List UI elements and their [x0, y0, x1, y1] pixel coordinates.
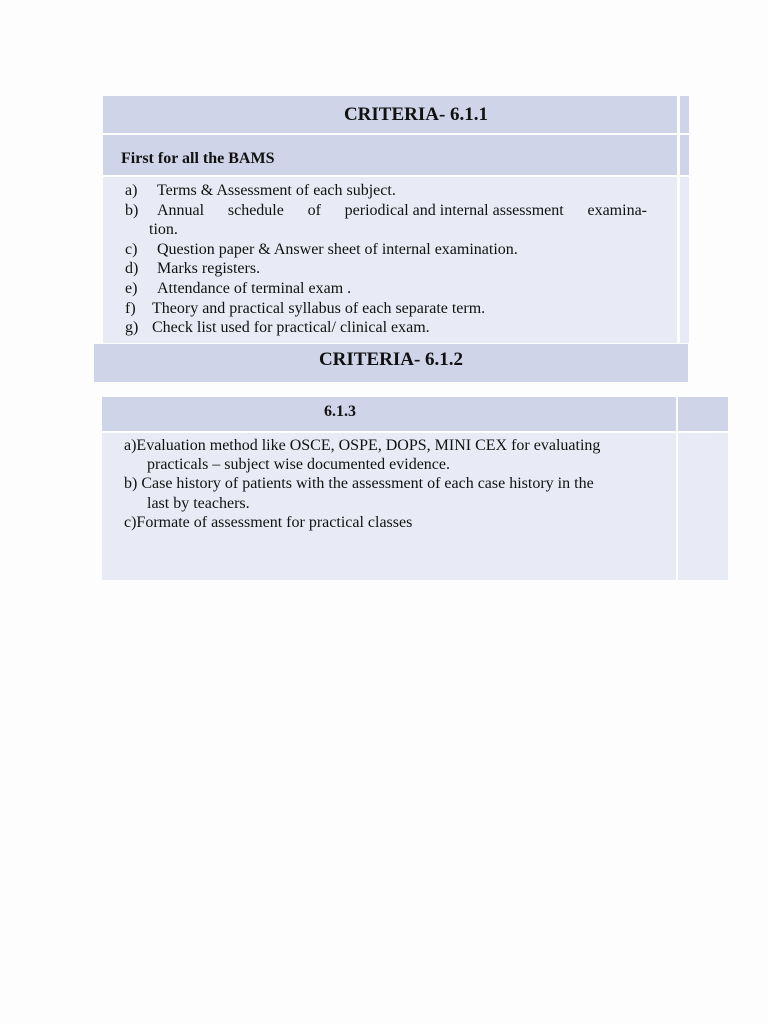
table-cell — [680, 96, 689, 135]
table-cell — [680, 135, 689, 177]
list-marker: a) — [125, 182, 138, 199]
criteria-613-title: 6.1.3 — [324, 403, 356, 420]
list-item — [125, 279, 677, 299]
list-item-word: periodical and internal assessment — [344, 201, 564, 219]
list-marker: d) — [125, 260, 139, 278]
criteria-611-table — [103, 96, 689, 343]
criteria-611-title: CRITERIA- 6.1.1 — [343, 103, 489, 125]
list-item-continuation: practicals – subject wise documented evidence. — [147, 456, 450, 474]
list-item-word: schedule — [227, 201, 284, 219]
list-item — [125, 181, 677, 201]
list-marker: c) — [125, 240, 138, 258]
criteria-611-list — [103, 177, 677, 343]
criteria-612-header — [94, 344, 688, 382]
list-marker: b) — [125, 201, 139, 219]
criteria-611-side-column — [680, 96, 689, 343]
list-item — [125, 259, 677, 279]
criteria-613-table — [102, 397, 728, 580]
criteria-611-main-column — [103, 96, 679, 343]
list-item: c)Formate of assessment for practical classes — [124, 513, 413, 531]
list-marker: f) — [125, 299, 136, 317]
table-cell — [680, 177, 689, 343]
list-item-text — [157, 201, 647, 221]
list-item-text: Check list used for practical/ clinical exam. — [152, 319, 430, 337]
list-item-continuation: last by teachers. — [147, 494, 250, 512]
list-item-continuation: tion. — [149, 221, 178, 239]
list-item-word: examina- — [587, 201, 647, 219]
list-item — [125, 240, 677, 260]
criteria-613-header — [102, 397, 676, 431]
list-item-word: of — [307, 201, 321, 219]
list-item-text: Theory and practical syllabus of each separate term. — [152, 299, 486, 317]
criteria-613-body — [102, 433, 676, 580]
criteria-611-header — [103, 96, 677, 135]
criteria-611-subheader — [103, 135, 677, 177]
table-cell — [678, 433, 728, 580]
list-item-text: Marks registers. — [157, 260, 261, 278]
list-item-text: Question paper & Answer sheet of internal examination. — [157, 240, 518, 258]
list-marker: e) — [125, 279, 138, 297]
list-item — [125, 201, 677, 221]
criteria-611-subtitle: First for all the BAMS — [121, 150, 275, 167]
list-item: a)Evaluation method like OSCE, OSPE, DOPS, MINI CEX for evaluating — [124, 437, 601, 454]
list-item: b) Case history of patients with the assessment of each case history in the — [124, 475, 594, 493]
list-item-text: Attendance of terminal exam . — [157, 279, 352, 297]
list-marker: g) — [125, 319, 139, 337]
list-item — [125, 299, 677, 319]
list-item — [125, 318, 677, 338]
list-item-word: Annual — [157, 201, 205, 219]
list-item-text: Terms & Assessment of each subject. — [157, 182, 396, 199]
table-cell — [678, 397, 728, 431]
criteria-612-title: CRITERIA- 6.1.2 — [318, 349, 464, 370]
